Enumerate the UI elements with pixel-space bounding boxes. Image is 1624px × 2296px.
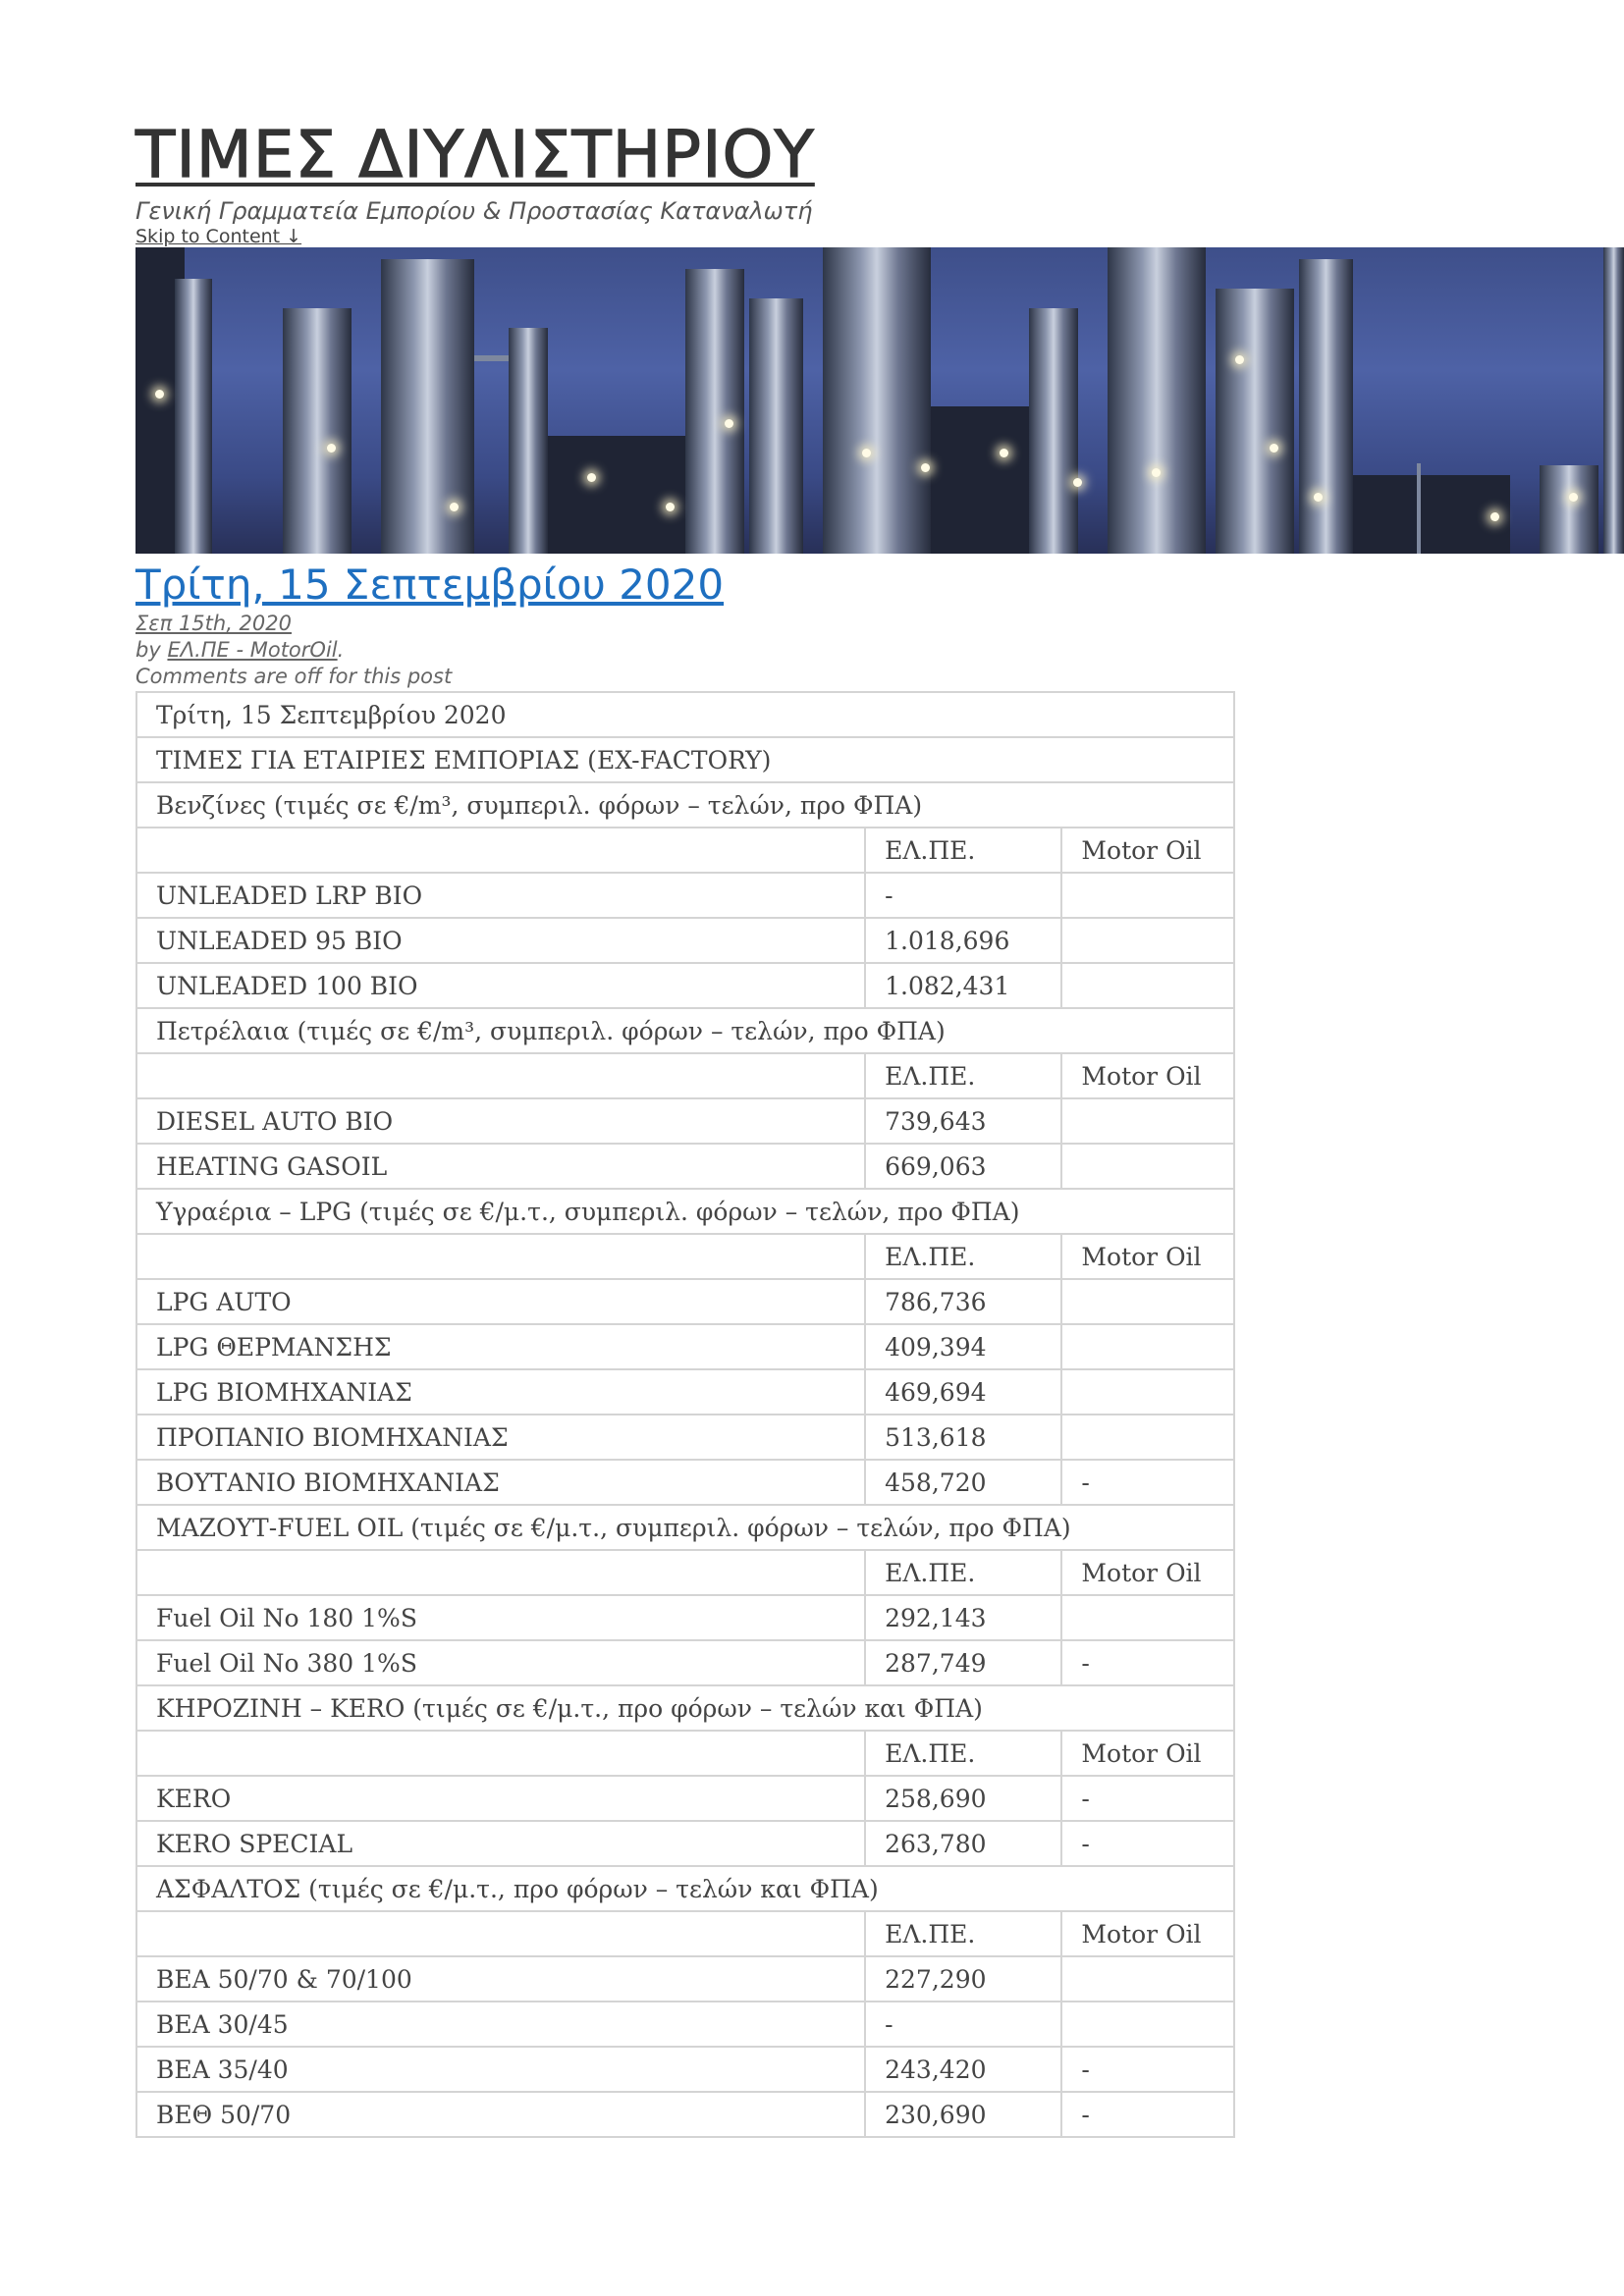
header-blank-cell <box>136 1053 865 1098</box>
elpe-price-cell: 1.018,696 <box>865 918 1061 963</box>
product-cell: HEATING GASOIL <box>136 1144 865 1189</box>
product-cell: ΒΕΑ 35/40 <box>136 2047 865 2092</box>
product-cell: UNLEADED LRP BIO <box>136 873 865 918</box>
product-cell: DIESEL AUTO BIO <box>136 1098 865 1144</box>
motor-oil-price-cell <box>1061 2002 1234 2047</box>
motor-oil-price-cell: - <box>1061 1776 1234 1821</box>
motor-oil-price-cell: - <box>1061 1821 1234 1866</box>
table-row <box>136 2002 1234 2047</box>
header-motor-oil-cell: Motor Oil <box>1061 1731 1234 1776</box>
section-title-cell: ΜΑΖΟΥΤ-FUEL OIL (τιμές σε €/μ.τ., συμπεριλ. φόρων – τελών, προ ΦΠΑ) <box>136 1505 1234 1550</box>
product-cell: LPG ΒΙΟΜΗΧΑΝΙΑΣ <box>136 1369 865 1415</box>
header-blank-cell <box>136 1911 865 1956</box>
product-cell: UNLEADED 95 BIO <box>136 918 865 963</box>
table-row <box>136 1821 1234 1866</box>
table-row <box>136 1640 1234 1685</box>
elpe-price-cell: 263,780 <box>865 1821 1061 1866</box>
elpe-price-cell: 292,143 <box>865 1595 1061 1640</box>
elpe-price-cell: - <box>865 2002 1061 2047</box>
table-header-row <box>136 1911 1234 1956</box>
elpe-price-cell: 513,618 <box>865 1415 1061 1460</box>
table-row <box>136 737 1234 782</box>
elpe-price-cell: 230,690 <box>865 2092 1061 2137</box>
header-motor-oil-cell: Motor Oil <box>1061 1550 1234 1595</box>
table-heading-cell: ΤΙΜΕΣ ΓΙΑ ΕΤΑΙΡΙΕΣ ΕΜΠΟΡΙΑΣ (EX-FACTORY) <box>136 737 1234 782</box>
header-blank-cell <box>136 1550 865 1595</box>
product-cell: KERO SPECIAL <box>136 1821 865 1866</box>
by-suffix: . <box>337 638 345 662</box>
table-row <box>136 1956 1234 2002</box>
comments-note: Comments are off for this post <box>135 665 453 688</box>
header-blank-cell <box>136 828 865 873</box>
table-section-row <box>136 1008 1234 1053</box>
header-blank-cell <box>136 1234 865 1279</box>
header-motor-oil-cell: Motor Oil <box>1061 828 1234 873</box>
elpe-price-cell: 227,290 <box>865 1956 1061 2002</box>
motor-oil-price-cell: - <box>1061 2047 1234 2092</box>
author-link[interactable]: ΕΛ.ΠΕ - MotorOil <box>167 638 338 662</box>
product-cell: ΒΕΘ 50/70 <box>136 2092 865 2137</box>
table-header-row <box>136 1053 1234 1098</box>
product-cell: ΒΟΥΤΑΝΙΟ ΒΙΟΜΗΧΑΝΙΑΣ <box>136 1460 865 1505</box>
motor-oil-price-cell: - <box>1061 1640 1234 1685</box>
motor-oil-price-cell <box>1061 1595 1234 1640</box>
page <box>135 116 1624 2138</box>
table-header-row <box>136 1234 1234 1279</box>
table-row <box>136 1324 1234 1369</box>
section-title-cell: ΚΗΡΟΖΙΝΗ – KERO (τιμές σε €/μ.τ., προ φόρων – τελών και ΦΠΑ) <box>136 1685 1234 1731</box>
motor-oil-price-cell <box>1061 918 1234 963</box>
elpe-price-cell: - <box>865 873 1061 918</box>
table-row <box>136 1415 1234 1460</box>
site-title[interactable]: ΤΙΜΕΣ ΔΙΥΛΙΣΤΗΡΙΟΥ <box>135 117 815 192</box>
table-header-row <box>136 1731 1234 1776</box>
motor-oil-price-cell <box>1061 1415 1234 1460</box>
header-motor-oil-cell: Motor Oil <box>1061 1053 1234 1098</box>
table-row <box>136 1279 1234 1324</box>
header-banner-image <box>135 247 1624 554</box>
table-row <box>136 873 1234 918</box>
table-section-row <box>136 1685 1234 1731</box>
motor-oil-price-cell <box>1061 1098 1234 1144</box>
table-row <box>136 1098 1234 1144</box>
table-section-row <box>136 782 1234 828</box>
product-cell: ΠΡΟΠΑΝΙΟ ΒΙΟΜΗΧΑΝΙΑΣ <box>136 1415 865 1460</box>
elpe-price-cell: 786,736 <box>865 1279 1061 1324</box>
table-row <box>136 1460 1234 1505</box>
elpe-price-cell: 469,694 <box>865 1369 1061 1415</box>
header-elpe-cell: ΕΛ.ΠΕ. <box>865 828 1061 873</box>
motor-oil-price-cell <box>1061 1279 1234 1324</box>
header-elpe-cell: ΕΛ.ΠΕ. <box>865 1911 1061 1956</box>
post-meta <box>135 611 1624 690</box>
elpe-price-cell: 669,063 <box>865 1144 1061 1189</box>
elpe-price-cell: 409,394 <box>865 1324 1061 1369</box>
section-title-cell: Υγραέρια – LPG (τιμές σε €/μ.τ., συμπεριλ. φόρων – τελών, προ ΦΠΑ) <box>136 1189 1234 1234</box>
elpe-price-cell: 243,420 <box>865 2047 1061 2092</box>
product-cell: Fuel Oil No 180 1%S <box>136 1595 865 1640</box>
table-row <box>136 1144 1234 1189</box>
post-title-link[interactable]: Τρίτη, 15 Σεπτεμβρίου 2020 <box>135 561 725 609</box>
header-motor-oil-cell: Motor Oil <box>1061 1234 1234 1279</box>
table-row <box>136 1595 1234 1640</box>
motor-oil-price-cell <box>1061 963 1234 1008</box>
table-row <box>136 963 1234 1008</box>
motor-oil-price-cell <box>1061 1956 1234 2002</box>
table-row <box>136 2092 1234 2137</box>
product-cell: KERO <box>136 1776 865 1821</box>
header-elpe-cell: ΕΛ.ΠΕ. <box>865 1550 1061 1595</box>
table-section-row <box>136 1866 1234 1911</box>
motor-oil-price-cell <box>1061 1144 1234 1189</box>
table-row <box>136 1776 1234 1821</box>
elpe-price-cell: 1.082,431 <box>865 963 1061 1008</box>
table-row <box>136 2047 1234 2092</box>
elpe-price-cell: 458,720 <box>865 1460 1061 1505</box>
header-elpe-cell: ΕΛ.ΠΕ. <box>865 1234 1061 1279</box>
header-elpe-cell: ΕΛ.ΠΕ. <box>865 1731 1061 1776</box>
product-cell: LPG ΘΕΡΜΑΝΣΗΣ <box>136 1324 865 1369</box>
prices-table <box>135 691 1235 2138</box>
motor-oil-price-cell: - <box>1061 2092 1234 2137</box>
motor-oil-price-cell <box>1061 1324 1234 1369</box>
table-row <box>136 1369 1234 1415</box>
motor-oil-price-cell: - <box>1061 1460 1234 1505</box>
post-date-link[interactable]: Σεπ 15th, 2020 <box>135 612 292 635</box>
product-cell: ΒΕΑ 50/70 & 70/100 <box>136 1956 865 2002</box>
table-section-row <box>136 1189 1234 1234</box>
product-cell: LPG AUTO <box>136 1279 865 1324</box>
by-prefix: by <box>135 638 168 662</box>
table-date-cell: Τρίτη, 15 Σεπτεμβρίου 2020 <box>136 692 1234 737</box>
section-title-cell: Πετρέλαια (τιμές σε €/m³, συμπεριλ. φόρων – τελών, προ ΦΠΑ) <box>136 1008 1234 1053</box>
product-cell: Fuel Oil No 380 1%S <box>136 1640 865 1685</box>
elpe-price-cell: 287,749 <box>865 1640 1061 1685</box>
table-header-row <box>136 828 1234 873</box>
header-blank-cell <box>136 1731 865 1776</box>
skip-to-content-link[interactable]: Skip to Content ↓ <box>135 226 302 247</box>
table-section-row <box>136 1505 1234 1550</box>
section-title-cell: Βενζίνες (τιμές σε €/m³, συμπεριλ. φόρων – τελών, προ ΦΠΑ) <box>136 782 1234 828</box>
product-cell: ΒΕΑ 30/45 <box>136 2002 865 2047</box>
site-description: Γενική Γραμματεία Εμπορίου & Προστασίας Καταναλωτή <box>135 197 813 225</box>
section-title-cell: ΑΣΦΑΛΤΟΣ (τιμές σε €/μ.τ., προ φόρων – τελών και ΦΠΑ) <box>136 1866 1234 1911</box>
elpe-price-cell: 258,690 <box>865 1776 1061 1821</box>
table-row <box>136 692 1234 737</box>
motor-oil-price-cell <box>1061 873 1234 918</box>
table-header-row <box>136 1550 1234 1595</box>
elpe-price-cell: 739,643 <box>865 1098 1061 1144</box>
header-motor-oil-cell: Motor Oil <box>1061 1911 1234 1956</box>
header-elpe-cell: ΕΛ.ΠΕ. <box>865 1053 1061 1098</box>
product-cell: UNLEADED 100 BIO <box>136 963 865 1008</box>
table-row <box>136 918 1234 963</box>
motor-oil-price-cell <box>1061 1369 1234 1415</box>
